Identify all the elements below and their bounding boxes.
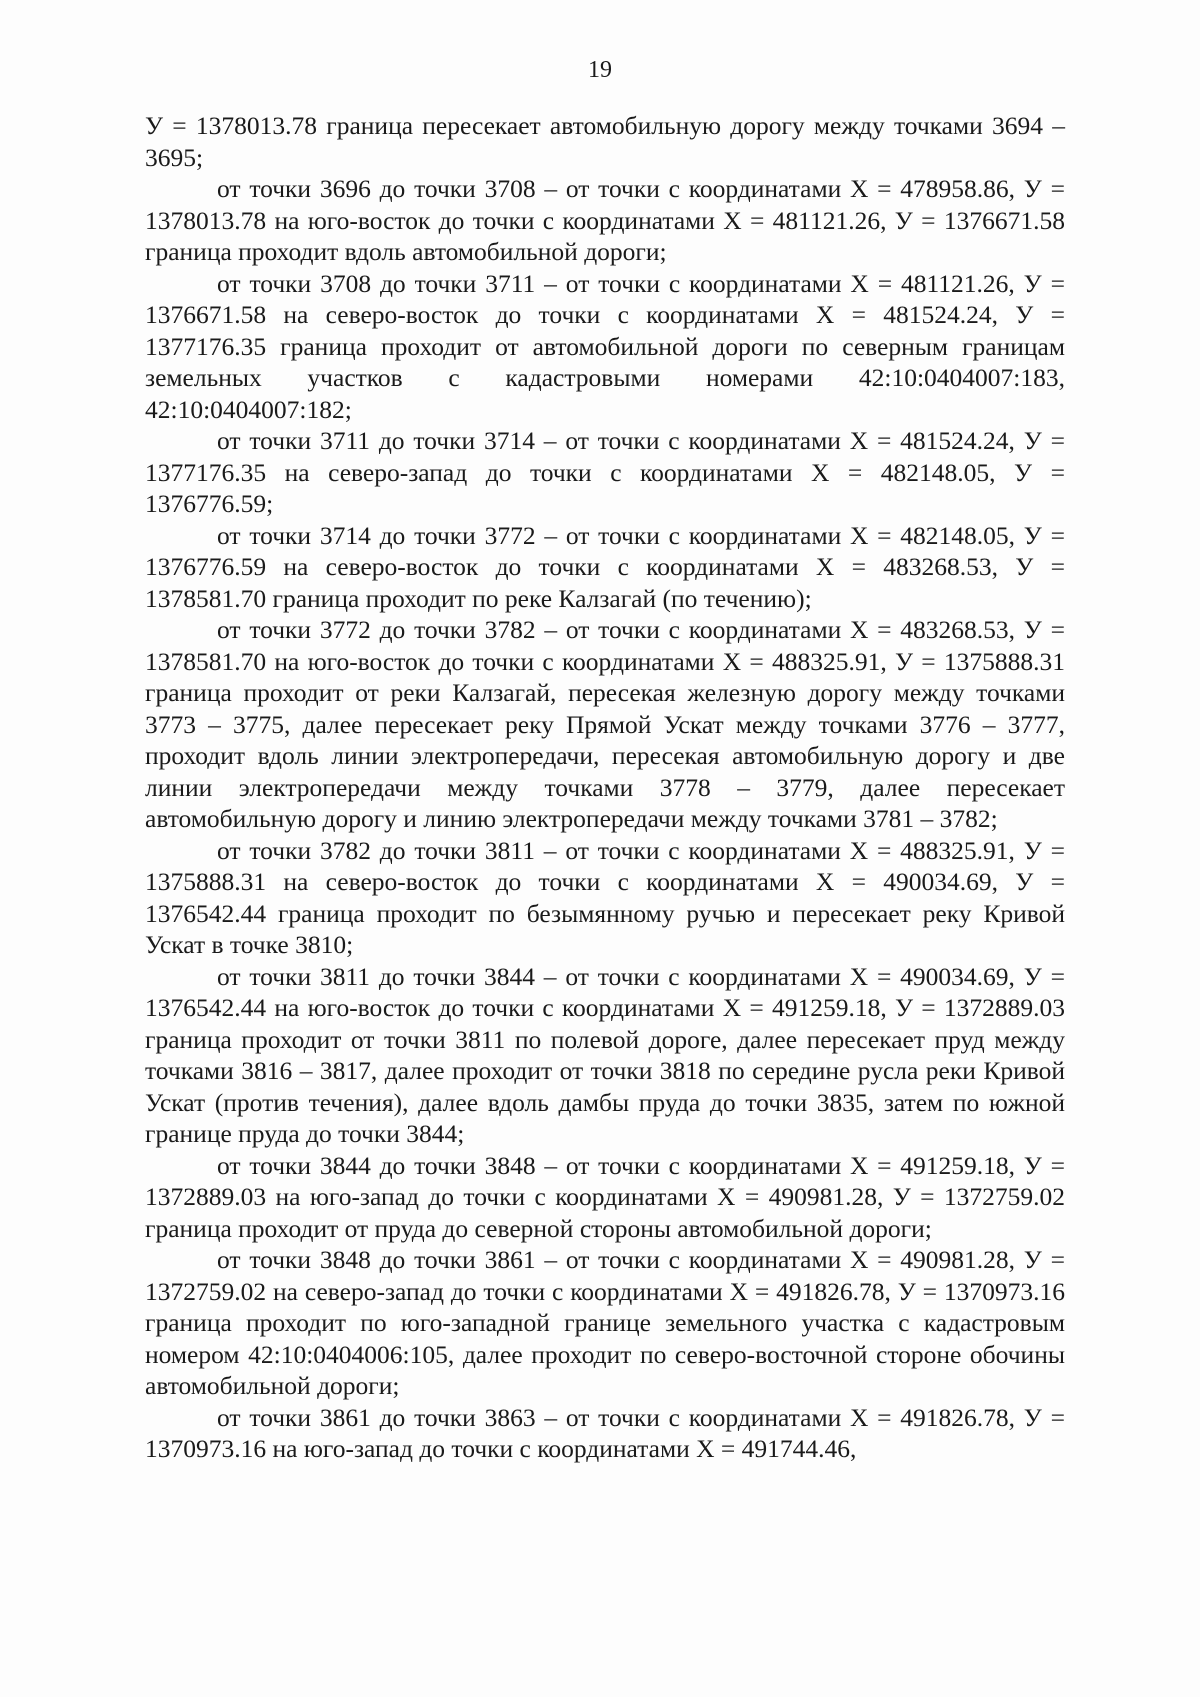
paragraph-9: от точки 3844 до точки 3848 – от точки с координатами Х = 491259.18, У = 1372889.03 на юго-запад до точки с координатами Х = 490981.28, У = 1372759.02 граница проходит от пруда до северной стороны автомобильной дороги;: [145, 1150, 1065, 1243]
paragraph-11: от точки 3861 до точки 3863 – от точки с координатами Х = 491826.78, У = 1370973.16 на юго-запад до точки с координатами Х = 491744.46,: [145, 1402, 1065, 1463]
paragraph-6: от точки 3772 до точки 3782 – от точки с координатами Х = 483268.53, У = 1378581.70 на юго-восток до точки с координатами Х = 488325.91, У = 1375888.31 граница проходит от реки Калзагай, пересекая железную дорогу между точками 3773 – 3775, далее пересекает реку Прямой Ускат между точками 3776 – 3777, проходит вдоль линии электропередачи, пересекая автомобильную дорогу и две линии электропередачи между точками 3778 – 3779, далее пересекает автомобильную дорогу и линию электропередачи между точками 3781 – 3782;: [145, 615, 1065, 833]
paragraph-1: У = 1378013.78 граница пересекает автомобильную дорогу между точками 3694 – 3695;: [145, 111, 1065, 172]
paragraph-7: от точки 3782 до точки 3811 – от точки с координатами Х = 488325.91, У = 1375888.31 на северо-восток до точки с координатами Х = 490034.69, У = 1376542.44 граница проходит по безымянному ручью и пересекает реку Кривой Ускат в точке 3810;: [145, 835, 1065, 959]
paragraph-8: от точки 3811 до точки 3844 – от точки с координатами Х = 490034.69, У = 1376542.44 на юго-восток до точки с координатами Х = 491259.18, У = 1372889.03 граница проходит от точки 3811 по полевой дороге, далее пересекает пруд между точками 3816 – 3817, далее проходит от точки 3818 по середине русла реки Кривой Ускат (против течения), далее вдоль дамбы пруда до точки 3835, затем по южной границе пруда до точки 3844;: [145, 961, 1065, 1148]
document-body: [145, 110, 1065, 1465]
paragraph-3: от точки 3708 до точки 3711 – от точки с координатами Х = 481121.26, У = 1376671.58 на северо-восток до точки с координатами Х = 481524.24, У = 1377176.35 граница проходит от автомобильной дороги по северным границам земельных участков с кадастровыми номерами 42:10:0404007:183, 42:10:0404007:182;: [145, 268, 1065, 424]
paragraph-2: от точки 3696 до точки 3708 – от точки с координатами Х = 478958.86, У = 1378013.78 на юго-восток до точки с координатами Х = 481121.26, У = 1376671.58 граница проходит вдоль автомобильной дороги;: [145, 174, 1065, 266]
paragraph-4: от точки 3711 до точки 3714 – от точки с координатами Х = 481524.24, У = 1377176.35 на северо-запад до точки с координатами Х = 482148.05, У = 1376776.59;: [145, 426, 1065, 518]
page-number: 19: [588, 57, 612, 83]
paragraph-5: от точки 3714 до точки 3772 – от точки с координатами Х = 482148.05, У = 1376776.59 на северо-восток до точки с координатами Х = 483268.53, У = 1378581.70 граница проходит по реке Калзагай (по течению);: [145, 520, 1065, 613]
paragraph-10: от точки 3848 до точки 3861 – от точки с координатами Х = 490981.28, У = 1372759.02 на северо-запад до точки с координатами Х = 491826.78, У = 1370973.16 граница проходит по юго-западной границе земельного участка с кадастровым номером 42:10:0404006:105, далее проходит по северо-восточной стороне обочины автомобильной дороги;: [145, 1245, 1065, 1400]
